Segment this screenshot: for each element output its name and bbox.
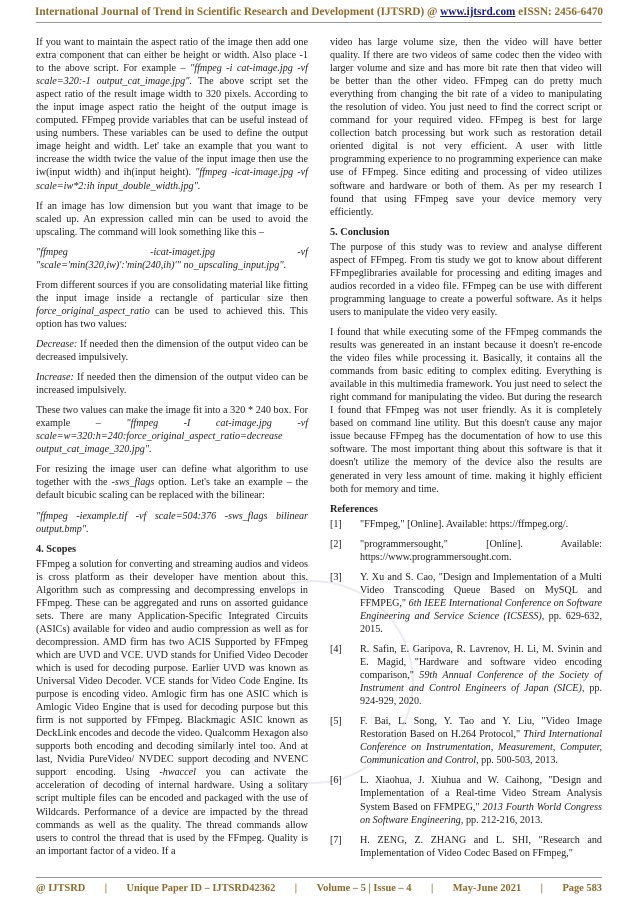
- left-column: [36, 36, 308, 865]
- footer-paper-id: Unique Paper ID – IJTSRD42362: [126, 883, 276, 894]
- journal-url-link[interactable]: www.ijtsrd.com: [440, 6, 516, 18]
- reference-text: 59th Annual Conference of the Society of Instrument and Control Engineers of Japan (SICE),: [360, 670, 602, 695]
- journal-header: [0, 6, 638, 18]
- reference-number: [2]: [330, 538, 342, 550]
- paragraph-conclusion-purpose: The purpose of this study was to review and analyse different aspect of FFmpeg. From tis study we got to know about different FFmpeglibraries available for processing and editing images and audios recorded in a video file. FFmpeg can be use with different programming language to create a powerful software. As it helps users to manipulate the video very easily.: [330, 241, 602, 318]
- reference-text: "programmersought," [Online]. Available: https://www.programmersought.com.: [360, 538, 602, 563]
- reference-text: R. Safin, E. Garipova, R. Lavrenov, H. Li, M. Svinin and E. Magid, "Hardware and software video encoding comparison,": [360, 644, 602, 682]
- reference-text: Third International Conference on Instrumentation, Measurement, Computer, Communication and Control,: [360, 729, 603, 767]
- reference-text: H. ZENG, Z. ZHANG and L. SHI, "Research and Implementation of Video Codec Based on FFmpeg,": [360, 834, 602, 859]
- reference-text: pp. 629-632, 2015.: [360, 610, 602, 635]
- header-rule: [36, 22, 602, 23]
- reference-item: [330, 571, 602, 636]
- reference-text: "FFmpeg," [Online]. Available: https://ffmpeg.org/.: [360, 518, 569, 530]
- heading-references: References: [330, 503, 378, 515]
- footer-page-number: Page 583: [562, 883, 602, 894]
- footer-volume: Volume – 5 | Issue – 4: [316, 883, 412, 894]
- paragraph-aspect-ratio: If you want to maintain the aspect ratio of the image then add one extra component that can either be height or width. Also place -1 to the above script. For example – "ffmpeg -i cat-image.jpg -vf scale=320:-1 output_cat_image.jpg". The above script set the aspect ratio of the result image width to 320 pixels. According to the input image aspect ratio the height of the output image is computed. FFmpeg provide variables that can be useful instead of using numbers. These variables can be used to define the output image height and width. Let' take an example that you want to increase the width twice the value of the input image then use the iw(input width) and ih(input height). "ffmpeg -icat-image.jpg -vf scale=iw*2:ih input_double_width.jpg".: [36, 37, 308, 192]
- reference-item: [330, 834, 602, 860]
- reference-text: Y. Xu and S. Cao, "Design and Implementation of a Multi Video Transcoding Queue Based on MySQL and FFMPEG,": [360, 571, 602, 609]
- paragraph-rectangle-fit: From different sources if you are consolidating material like fitting the input image inside a rectangle of particular size then force_original_aspect_ratio can be used to achieved this. This option has two values:: [36, 279, 308, 330]
- command-bilinear: "ffmpeg -iexample.tif -vf scale=504:376 -sws_flags bilinear output.bmp".: [36, 510, 308, 535]
- reference-list: [330, 518, 602, 860]
- reference-number: [4]: [330, 644, 342, 656]
- reference-number: [6]: [330, 775, 342, 787]
- paragraph-upscaling: If an image has low dimension but you want that image to be scaled up. An expression called min can be used to avoid the upscaling. The command will look something like this –: [36, 200, 308, 238]
- heading-conclusion: 5. Conclusion: [330, 226, 390, 238]
- paragraph-video-quality: video has large volume size, then the video will have better quality. If there are two videos of same codec then the video with larger volume and size and has more bit rate then that video will be better than the other video. FFmpeg can do pretty much everything from changing the bit rate of a video to manipulating the resolution of video. You just need to find the correct script or command for your required video. FFmpeg is best for large collection batch processing but work such as restoration detail oriented digital is not very efficient. A user with little programming experience to no programming experience can make use of FFmpeg. Since editing and processing of video utilizes software and hardware or both of them. As per my research I found that using FFmpeg save your device memory very efficiently.: [330, 37, 602, 218]
- reference-text: 2013 Fourth World Congress on Software Engineering,: [360, 801, 603, 826]
- journal-title: International Journal of Trend in Scientific Research and Development (IJTSRD) @: [34, 6, 438, 18]
- paragraph-fit-box: These two values can make the image fit into a 320 * 240 box. For example – "ffmpeg -I cat-image.jpg -vf scale=w=320:h=240:force_original_aspect_ratio=decrease output_cat_image_320.jpg".: [36, 405, 309, 456]
- paragraph-conclusion-findings: I found that while executing some of the FFmpeg commands the results was genereated in an instant because it doesn't re-encode the video files while processing it. Basically, it contains all the commands from basic editing to complex editing. Everything is available in this multimedia framework. You just need to select the right command for manipulating the video. But during the research I found that FFmpeg was not user friendly. As it is completely based on command line utility. But this doesn't cause any major issue because FFmpeg has the documentation of how to use this software. The most important thing about this software is that it doesn't utilize the memory of the device also the results are generated in very less amount of time. making it highly efficient both for memory and time.: [330, 326, 602, 495]
- paragraph-increase: Increase: If needed then the dimension of the output video can be increased impulsively.: [36, 372, 309, 397]
- footer-date: May-June 2021: [452, 883, 522, 894]
- journal-issn: eISSN: 2456-6470: [518, 6, 604, 18]
- reference-number: [3]: [330, 571, 342, 583]
- reference-item: [330, 643, 602, 708]
- footer-journal: @ IJTSRD: [36, 883, 86, 894]
- reference-number: [7]: [330, 834, 342, 846]
- reference-text: pp. 212-216, 2013.: [465, 814, 543, 826]
- footer-rule: [36, 877, 602, 878]
- reference-text: 6th IEEE International Conference on Software Engineering and Service Science (ICSESS),: [360, 597, 603, 622]
- reference-text: L. Xiaohua, J. Xiuhua and W. Caihong, "Design and Implementation of a Real-time Video Stream Analysis System Based on FFMPEG,": [360, 775, 602, 813]
- reference-text: F. Bai, L. Song, Y. Tao and Y. Liu, "Video Image Restoration Based on H.264 Protocol,": [360, 716, 602, 741]
- reference-item: [330, 538, 602, 564]
- right-column: [330, 36, 602, 867]
- page-footer: @ IJTSRD | Unique Paper ID – IJTSRD42362 | Volume – 5 | Issue – 4 | May-June 2021 | Page 583: [36, 883, 602, 894]
- paragraph-scopes: FFmpeg a solution for converting and streaming audios and videos is cross platform as their developer have mention about this. Algorithm such as compressing and decompressing envelops in FFmpeg. These can be aggregated and runs on assorted guidance sets. There are many Application-Specific Integrated Circuits (ASICs) available for video and audio compression as well as for decompression. AMD firm has two ACIS Supported by FFmpeg which are UVD and VCE. UVD stands for Unified Video Decoder which is used for decoding purpose. Earlier UVD was known as Universal Video Decoder. VCE stands for Video Code Engine. Its purpose is encoding video. Amlogic firm has one ASIC which is Amlogic Video Engine that is used for decoding purpose but this firm is not supported by FFmpeg. Blackmagic ASIC known as DeckLink encodes and decode the video. Qualcomm Hexagon also supports both encoding and decoding similarly intel too. And at last, Nvidia PureVideo/ NVDEC support decoding and NVENC support encoding. Using -hwaccel you can activate the acceleration of decoding of internal hardware. Using a solitary script multiple files can be encoded and packaged with the use of Wildcards. Performance of a device are impacted by the thread commands as well as the quality. The thread commands allow users to control the thread that is used by the FFmpeg. Quality is an important factor of a video. If a: [36, 558, 308, 857]
- command-min-scale: "ffmpeg -icat-imaget.jpg -vf "scale='min(320,iw)':'min(240,ih)'" no_upscaling_input.jpg".: [36, 246, 308, 271]
- paragraph-sws-flags: For resizing the image user can define what algorithm to use together with the -sws_flags option. Let's take an example – the default bicubic scaling can be replaced with the bilinear:: [36, 464, 309, 502]
- paragraph-decrease: Decrease: If needed then the dimension of the output video can be decreased impulsively.: [36, 338, 308, 364]
- reference-item: [330, 715, 602, 767]
- reference-number: [1]: [330, 518, 342, 530]
- heading-scopes: 4. Scopes: [36, 543, 77, 555]
- reference-text: pp. 500-503, 2013.: [481, 755, 558, 767]
- reference-number: [5]: [330, 716, 342, 728]
- reference-text: pp. 924-929, 2020.: [360, 683, 603, 708]
- reference-item: [330, 518, 602, 531]
- reference-item: [330, 774, 602, 826]
